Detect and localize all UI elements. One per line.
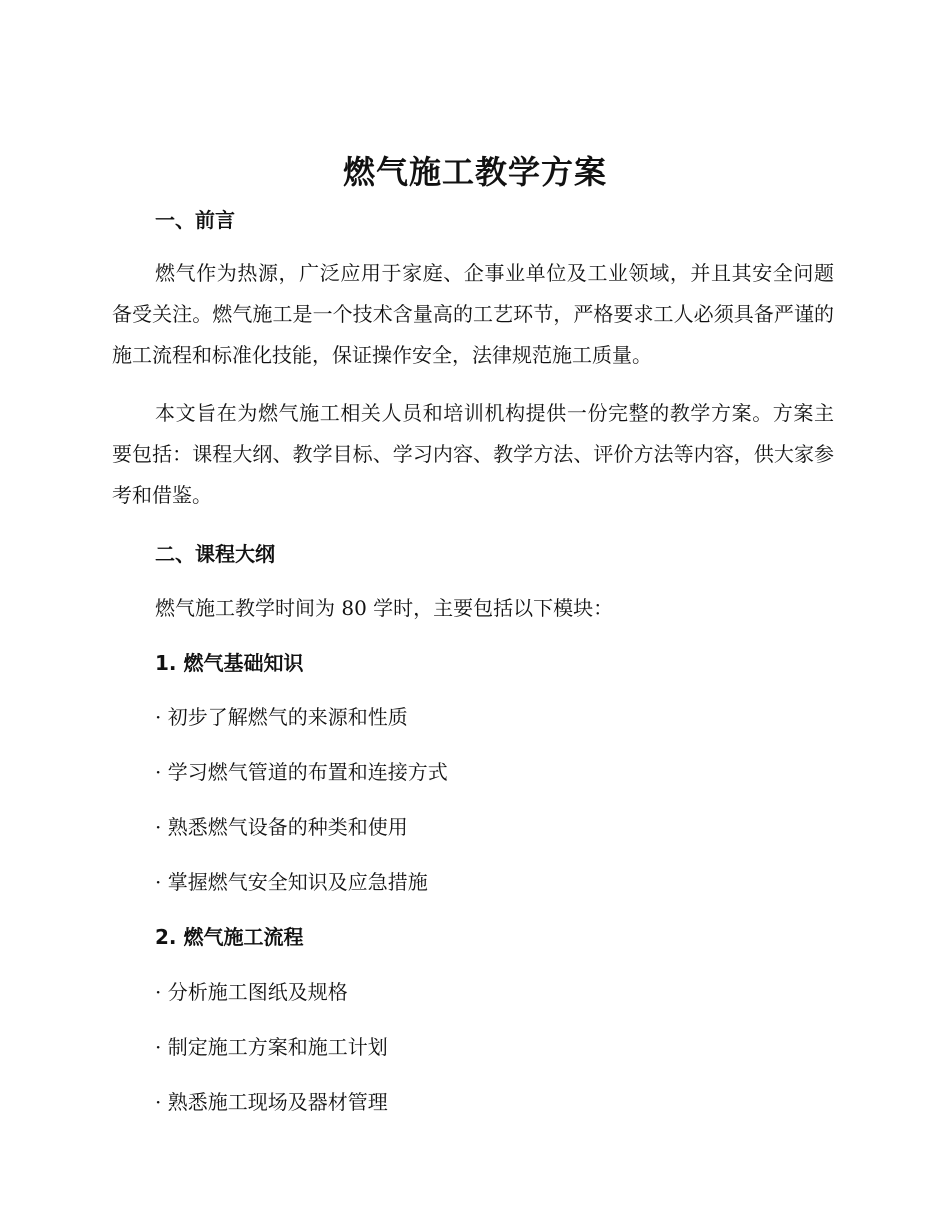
- module-title-2: 2. 燃气施工流程: [155, 925, 304, 949]
- list-item: · 熟悉燃气设备的种类和使用: [155, 815, 408, 839]
- outline-intro: 燃气施工教学时间为 80 学时，主要包括以下模块：: [155, 596, 614, 620]
- list-item: · 熟悉施工现场及器材管理: [155, 1090, 388, 1114]
- list-item: · 学习燃气管道的布置和连接方式: [155, 760, 448, 784]
- preface-paragraph-2: 本文旨在为燃气施工相关人员和培训机构提供一份完整的教学方案。方案主要包括：课程大纲、教学目标、学习内容、教学方法、评价方法等内容，供大家参考和借鉴。: [112, 401, 834, 507]
- document-title: 燃气施工教学方案: [342, 153, 607, 191]
- preface-paragraph-1: 燃气作为热源，广泛应用于家庭、企事业单位及工业领域，并且其安全问题备受关注。燃气施工是一个技术含量高的工艺环节，严格要求工人必须具备严谨的施工流程和标准化技能，保证操作安全，法律规范施工质量。: [112, 261, 834, 367]
- list-item: · 掌握燃气安全知识及应急措施: [155, 870, 428, 894]
- list-item: · 初步了解燃气的来源和性质: [155, 705, 408, 729]
- list-item: · 制定施工方案和施工计划: [155, 1035, 388, 1059]
- module-title-1: 1. 燃气基础知识: [155, 651, 304, 675]
- section-heading-outline: 二、课程大纲: [155, 542, 275, 566]
- section-heading-preface: 一、前言: [155, 208, 235, 232]
- list-item: · 分析施工图纸及规格: [155, 980, 348, 1004]
